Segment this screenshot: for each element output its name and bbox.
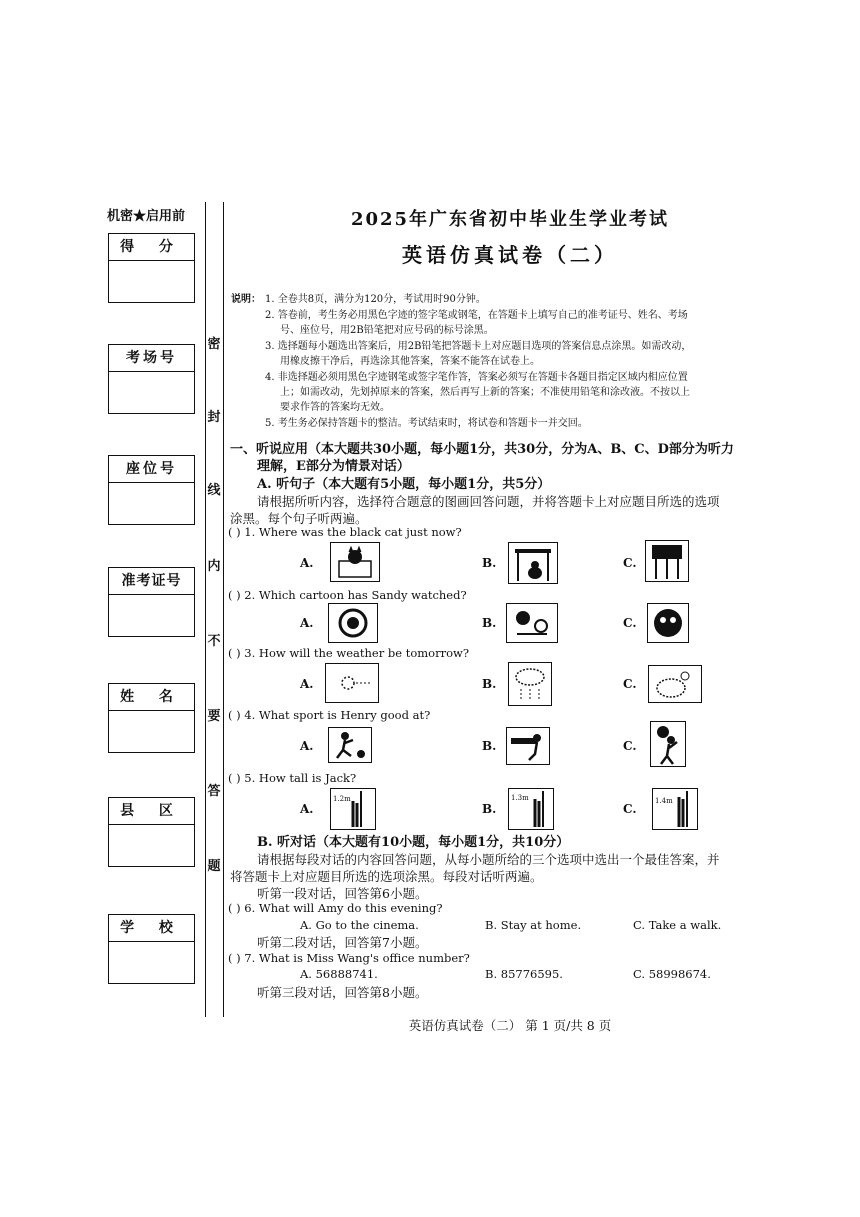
option-c-label: C. bbox=[623, 616, 637, 630]
seal-char: 要 bbox=[206, 705, 222, 724]
height-label: 1.2m bbox=[333, 795, 351, 803]
cartoon-tom-jerry-picture bbox=[506, 603, 558, 643]
part-a-instructions: 请根据所听内容，选择符合题意的图画回答问题，并将答题卡上对应题目所选的选项 bbox=[257, 494, 720, 509]
question-text: What will Amy do this evening? bbox=[258, 901, 443, 915]
instruction-line: 要求作答的答案均无效。 bbox=[280, 402, 390, 413]
question-7 bbox=[228, 951, 470, 965]
admission-number-label: 准考证号 bbox=[109, 568, 194, 595]
cat-on-chair-picture bbox=[645, 540, 689, 582]
score-box bbox=[108, 233, 195, 303]
cartoon-lion-picture bbox=[328, 603, 378, 643]
height-label: 1.3m bbox=[511, 794, 529, 802]
part1-heading-cont: 理解，E部分为情景对话） bbox=[257, 459, 410, 474]
option-b-label: B. bbox=[482, 677, 497, 691]
option-c-label: C. bbox=[623, 556, 637, 570]
q7-option-b: B. 85776595. bbox=[485, 967, 563, 981]
seal-char: 内 bbox=[206, 555, 222, 574]
height-chart-3-picture bbox=[652, 788, 698, 830]
option-a-label: A. bbox=[300, 739, 314, 753]
question-number: ( ) 3. bbox=[228, 646, 256, 660]
question-text: Where was the black cat just now? bbox=[258, 525, 462, 539]
q6-option-c: C. Take a walk. bbox=[633, 918, 722, 932]
part-a-instructions-cont: 涂黑。每个句子听两遍。 bbox=[230, 511, 368, 526]
instruction-line: 3. 选择题每小题选出答案后，用2B铅笔把答题卡上对应题目选项的答案信息点涂黑。如需改动， bbox=[265, 341, 692, 352]
exam-subtitle: 英语仿真试卷（二） bbox=[402, 243, 618, 267]
seat-number-box bbox=[108, 455, 195, 525]
option-a-label: A. bbox=[300, 556, 314, 570]
option-b-label: B. bbox=[482, 556, 497, 570]
instructions-label: 说明： bbox=[231, 294, 261, 305]
instruction-line: 用橡皮擦干净后，再选涂其他答案，答案不能答在试卷上。 bbox=[280, 356, 540, 367]
option-c-label: C. bbox=[623, 802, 637, 816]
score-box-label: 得 分 bbox=[109, 234, 194, 261]
seal-line-inner bbox=[223, 202, 224, 1017]
confidential-label: 机密★启用前 bbox=[107, 209, 186, 224]
part-b-instructions: 请根据每段对话的内容回答问题，从每小题所给的三个选项中选出一个最佳答案，并 bbox=[257, 852, 720, 867]
instruction-line: 2. 答卷前，考生务必用黑色字迹的签字笔或钢笔，在答题卡上填写自己的准考证号、姓名、考场 bbox=[265, 310, 688, 321]
name-label: 姓 名 bbox=[109, 684, 194, 711]
question-number: ( ) 1. bbox=[228, 525, 256, 539]
question-number: ( ) 2. bbox=[228, 588, 256, 602]
q6-option-a: A. Go to the cinema. bbox=[300, 918, 419, 932]
football-player-picture bbox=[328, 727, 372, 763]
instruction-line: 上；如需改动，先划掉原来的答案，然后再写上新的答案；不准使用铅笔和涂改液。不按以上 bbox=[280, 387, 690, 398]
exam-title: 2025年广东省初中毕业生学业考试 bbox=[350, 209, 670, 230]
part-b-instructions-cont: 将答题卡上对应题目所选的选项涂黑。每段对话听两遍。 bbox=[230, 869, 543, 884]
height-chart-1-picture bbox=[330, 788, 376, 830]
question-text: How tall is Jack? bbox=[258, 771, 357, 785]
rainy-weather-icon bbox=[508, 662, 552, 706]
cat-in-box-picture bbox=[330, 542, 380, 582]
seal-char: 线 bbox=[206, 479, 222, 498]
school-box bbox=[108, 914, 195, 984]
question-1 bbox=[228, 525, 462, 539]
question-3 bbox=[228, 646, 469, 660]
seal-char: 密 bbox=[206, 333, 222, 352]
question-number: ( ) 6. bbox=[228, 901, 256, 915]
instruction-line: 号、座位号，用2B铅笔把对应号码的标号涂黑。 bbox=[280, 325, 494, 336]
instruction-line: 4. 非选择题必须用黑色字迹钢笔或签字笔作答，答案必须写在答题卡各题目指定区域内相应位置 bbox=[265, 372, 688, 383]
q6-option-b: B. Stay at home. bbox=[485, 918, 582, 932]
ping-pong-player-picture bbox=[506, 727, 550, 765]
option-b-label: B. bbox=[482, 739, 497, 753]
instruction-line: 5. 考生务必保持答题卡的整洁。考试结束时，将试卷和答题卡一并交回。 bbox=[265, 418, 588, 429]
cat-under-table-picture bbox=[508, 542, 558, 584]
exam-room-label: 考场号 bbox=[109, 345, 194, 372]
option-c-label: C. bbox=[623, 739, 637, 753]
question-text: What is Miss Wang's office number? bbox=[258, 951, 470, 965]
question-number: ( ) 7. bbox=[228, 951, 256, 965]
seal-char: 答 bbox=[206, 780, 222, 799]
option-a-label: A. bbox=[300, 616, 314, 630]
dialog-3-instruction: 听第三段对话，回答第8小题。 bbox=[257, 985, 428, 1000]
district-label: 县 区 bbox=[109, 798, 194, 825]
height-label: 1.4m bbox=[655, 797, 673, 805]
sunny-weather-icon bbox=[325, 663, 379, 703]
option-b-label: B. bbox=[482, 802, 497, 816]
dialog-2-instruction: 听第二段对话，回答第7小题。 bbox=[257, 935, 428, 950]
question-number: ( ) 4. bbox=[228, 708, 256, 722]
instruction-line: 1. 全卷共8页，满分为120分，考试用时90分钟。 bbox=[265, 294, 486, 305]
question-6 bbox=[228, 901, 443, 915]
basketball-player-picture bbox=[650, 721, 686, 767]
part-a-heading: A. 听句子（本大题有5小题，每小题1分，共5分） bbox=[257, 477, 551, 492]
option-b-label: B. bbox=[482, 616, 497, 630]
cartoon-monkey-picture bbox=[647, 603, 689, 643]
school-label: 学 校 bbox=[109, 915, 194, 942]
name-box bbox=[108, 683, 195, 753]
seal-char: 封 bbox=[206, 406, 222, 425]
q7-option-a: A. 56888741. bbox=[300, 967, 378, 981]
question-text: Which cartoon has Sandy watched? bbox=[258, 588, 467, 602]
question-text: How will the weather be tomorrow? bbox=[258, 646, 470, 660]
option-c-label: C. bbox=[623, 677, 637, 691]
part-b-heading: B. 听对话（本大题有10小题，每小题1分，共10分） bbox=[257, 835, 570, 850]
seal-char: 题 bbox=[206, 855, 222, 874]
question-2 bbox=[228, 588, 467, 602]
question-number: ( ) 5. bbox=[228, 771, 256, 785]
option-a-label: A. bbox=[300, 802, 314, 816]
q7-option-c: C. 58998674. bbox=[633, 967, 711, 981]
dialog-1-instruction: 听第一段对话，回答第6小题。 bbox=[257, 886, 428, 901]
exam-room-box bbox=[108, 344, 195, 414]
height-chart-2-picture bbox=[508, 788, 554, 830]
option-a-label: A. bbox=[300, 677, 314, 691]
admission-number-box bbox=[108, 567, 195, 637]
seat-number-label: 座位号 bbox=[109, 456, 194, 483]
question-5 bbox=[228, 771, 356, 785]
seal-line-outer bbox=[205, 202, 206, 1017]
cloudy-weather-icon bbox=[648, 665, 702, 703]
page-footer: 英语仿真试卷（二） 第 1 页/共 8 页 bbox=[408, 1018, 612, 1033]
question-text: What sport is Henry good at? bbox=[258, 708, 431, 722]
part1-heading: 一、听说应用（本大题共30小题，每小题1分，共30分，分为A、B、C、D部分为听力 bbox=[230, 442, 734, 457]
seal-char: 不 bbox=[206, 630, 222, 649]
district-box bbox=[108, 797, 195, 867]
question-4 bbox=[228, 708, 430, 722]
